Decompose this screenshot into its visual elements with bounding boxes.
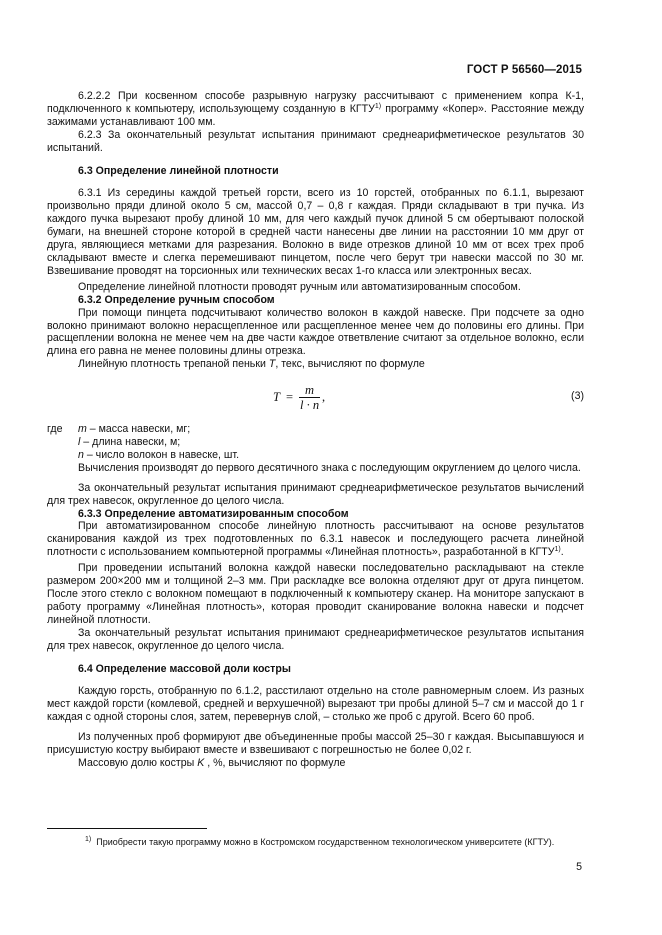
- formula-3: [47, 378, 584, 416]
- variable-l: l – длина навески, м;: [78, 436, 181, 449]
- paragraph-6-4-sampling: Каждую горсть, отобранную по 6.1.2, расстилают отдельно на столе равномерным слоем. Из разных мест каждой горсти (комлевой, средней и верхушечной) вырезают три пробы длиной 5–7 см и массой до 1 г каждая с одной стороны слоя, затем, перевернув слой, – столько же проб с другой. Всего 60 проб.: [47, 685, 584, 724]
- section-heading-6-3-2: 6.3.2 Определение ручным способом: [78, 293, 275, 306]
- section-heading-6-4: 6.4 Определение массовой доли костры: [78, 662, 291, 675]
- paragraph-final-result-auto: За окончательный результат испытания принимают среднеарифметическое результатов испытания для трех навесок, округленное до целого числа.: [47, 626, 584, 652]
- page-number: 5: [576, 861, 582, 873]
- paragraph-final-result-manual: За окончательный результат испытания принимают среднеарифметическое результатов вычислений для трех навесок, округленное до целого числа.: [47, 481, 584, 507]
- formula-trail: ,: [322, 389, 326, 404]
- paragraph-6-3-1-method: Определение линейной плотности проводят ручным или автоматизированным способом.: [78, 280, 521, 293]
- formula-fraction: [299, 383, 320, 412]
- variable-definitions: [47, 423, 584, 462]
- paragraph-6-3-3: При автоматизированном способе линейную плотность рассчитывают на основе результатов сканирования каждой из трех подготовленных по 6.3.1 навесок и последующего расчета линейной плотности с использованием компьютерной программы «Линейная плотность», разработанной в КГТУ$^{1)}$.: [47, 520, 584, 559]
- paragraph-6-3-1: 6.3.1 Из середины каждой третьей горсти, всего из 10 горстей, отобранных по 6.1.1, вырезают произвольно пряди длиной около 5 см, массой 0,7 – 0,8 г каждая. Пряди складывают в три пучка. Из каждого пучка вырезают пробу длиной 10 мм, для чего каждый пучок длиной 5 см обертывают полоской бумаги, на внешней стороне которой в средней части нанесены две линии на расстоянии 10 мм друг от друга, являющиеся метками для разрезания. Волокно в виде отрезков длиной 10 мм от всех трех проб складывают вместе и слегка перемешивают пинцетом, после чего берут три навески массой по 30 мг. Взвешивание проводят на торсионных или технических весах 1-го класса или электронных весах.: [47, 187, 584, 277]
- formula-lhs: T: [273, 389, 280, 404]
- formula-number: (3): [571, 390, 584, 403]
- paragraph-6-2-3: 6.2.3 За окончательный результат испытания принимают среднеарифметическое результатов 30 испытаний.: [47, 128, 584, 154]
- where-label: где: [47, 423, 63, 436]
- footnote-text: Приобрести такую программу можно в Костромском государственном технологическом университете (КГТУ).: [96, 837, 555, 847]
- section-heading-6-3-3: 6.3.3 Определение автоматизированным способом: [78, 507, 349, 520]
- variable-n: n – число волокон в навеске, шт.: [78, 448, 240, 461]
- footnote-ref: 1): [554, 546, 561, 554]
- footnote: [47, 836, 584, 849]
- paragraph-formula-intro: Линейную плотность трепаной пеньки T, текс, вычисляют по формуле: [78, 358, 425, 371]
- footnote-ref: 1): [374, 102, 382, 110]
- variable-m: m – масса навески, мг;: [78, 423, 191, 436]
- document-body: [47, 90, 584, 770]
- footnote-divider: [47, 828, 207, 829]
- section-heading-6-3: 6.3 Определение линейной плотности: [78, 164, 279, 177]
- paragraph-6-2-2-2: 6.2.2.2 При косвенном способе разрывную нагрузку рассчитывают с применением копра К-1, подключенного к компьютеру, использующему созданную в КГТУ$^{1)}$ программу «Копер». Расстояние между зажимами устанавливают 100 мм.: [47, 90, 584, 128]
- paragraph-6-3-2: При помощи пинцета подсчитывают количество волокон в каждой навеске. При подсчете за одно волокно принимают волокно нерасщепленное или расщепленное менее чем до половины его длины. При расщеплении волокна не менее чем на две части каждое ответвление считают за отдельное волокно, если длина его равна не менее половины длины отрезка.: [47, 306, 584, 358]
- paragraph-6-4-formula-intro: Массовую долю костры K , %, вычисляют по формуле: [78, 756, 346, 769]
- paragraph-calculation: Вычисления производят до первого десятичного знака с последующим округлением до целого числа.: [78, 461, 581, 474]
- paragraph-6-3-3-procedure: При проведении испытаний волокна каждой навески последовательно раскладывают на стекле размером 200×200 мм и толщиной 2–3 мм. При раскладке все волокна отделяют друг от друга пинцетом. После этого стекло с волокном помещают в подключенный к компьютеру сканер. На мониторе запускают в работу программу «Линейная плотность», которая проводит сканирование волокна навески и подсчет линейной плотности.: [47, 562, 584, 626]
- formula-numerator: m: [299, 383, 320, 398]
- footnote-mark: 1): [85, 836, 92, 843]
- formula-equals: =: [285, 389, 294, 404]
- formula-expression: [273, 378, 325, 416]
- paragraph-6-4-combined: Из полученных проб формируют две объединенные пробы массой 25–30 г каждая. Высыпавшуюся и присушистую костру выбирают вместе и взвешивают с погрешностью не более 0,02 г.: [47, 731, 584, 757]
- formula-denominator: l · n: [299, 397, 320, 412]
- standard-header: ГОСТ Р 56560—2015: [466, 64, 582, 76]
